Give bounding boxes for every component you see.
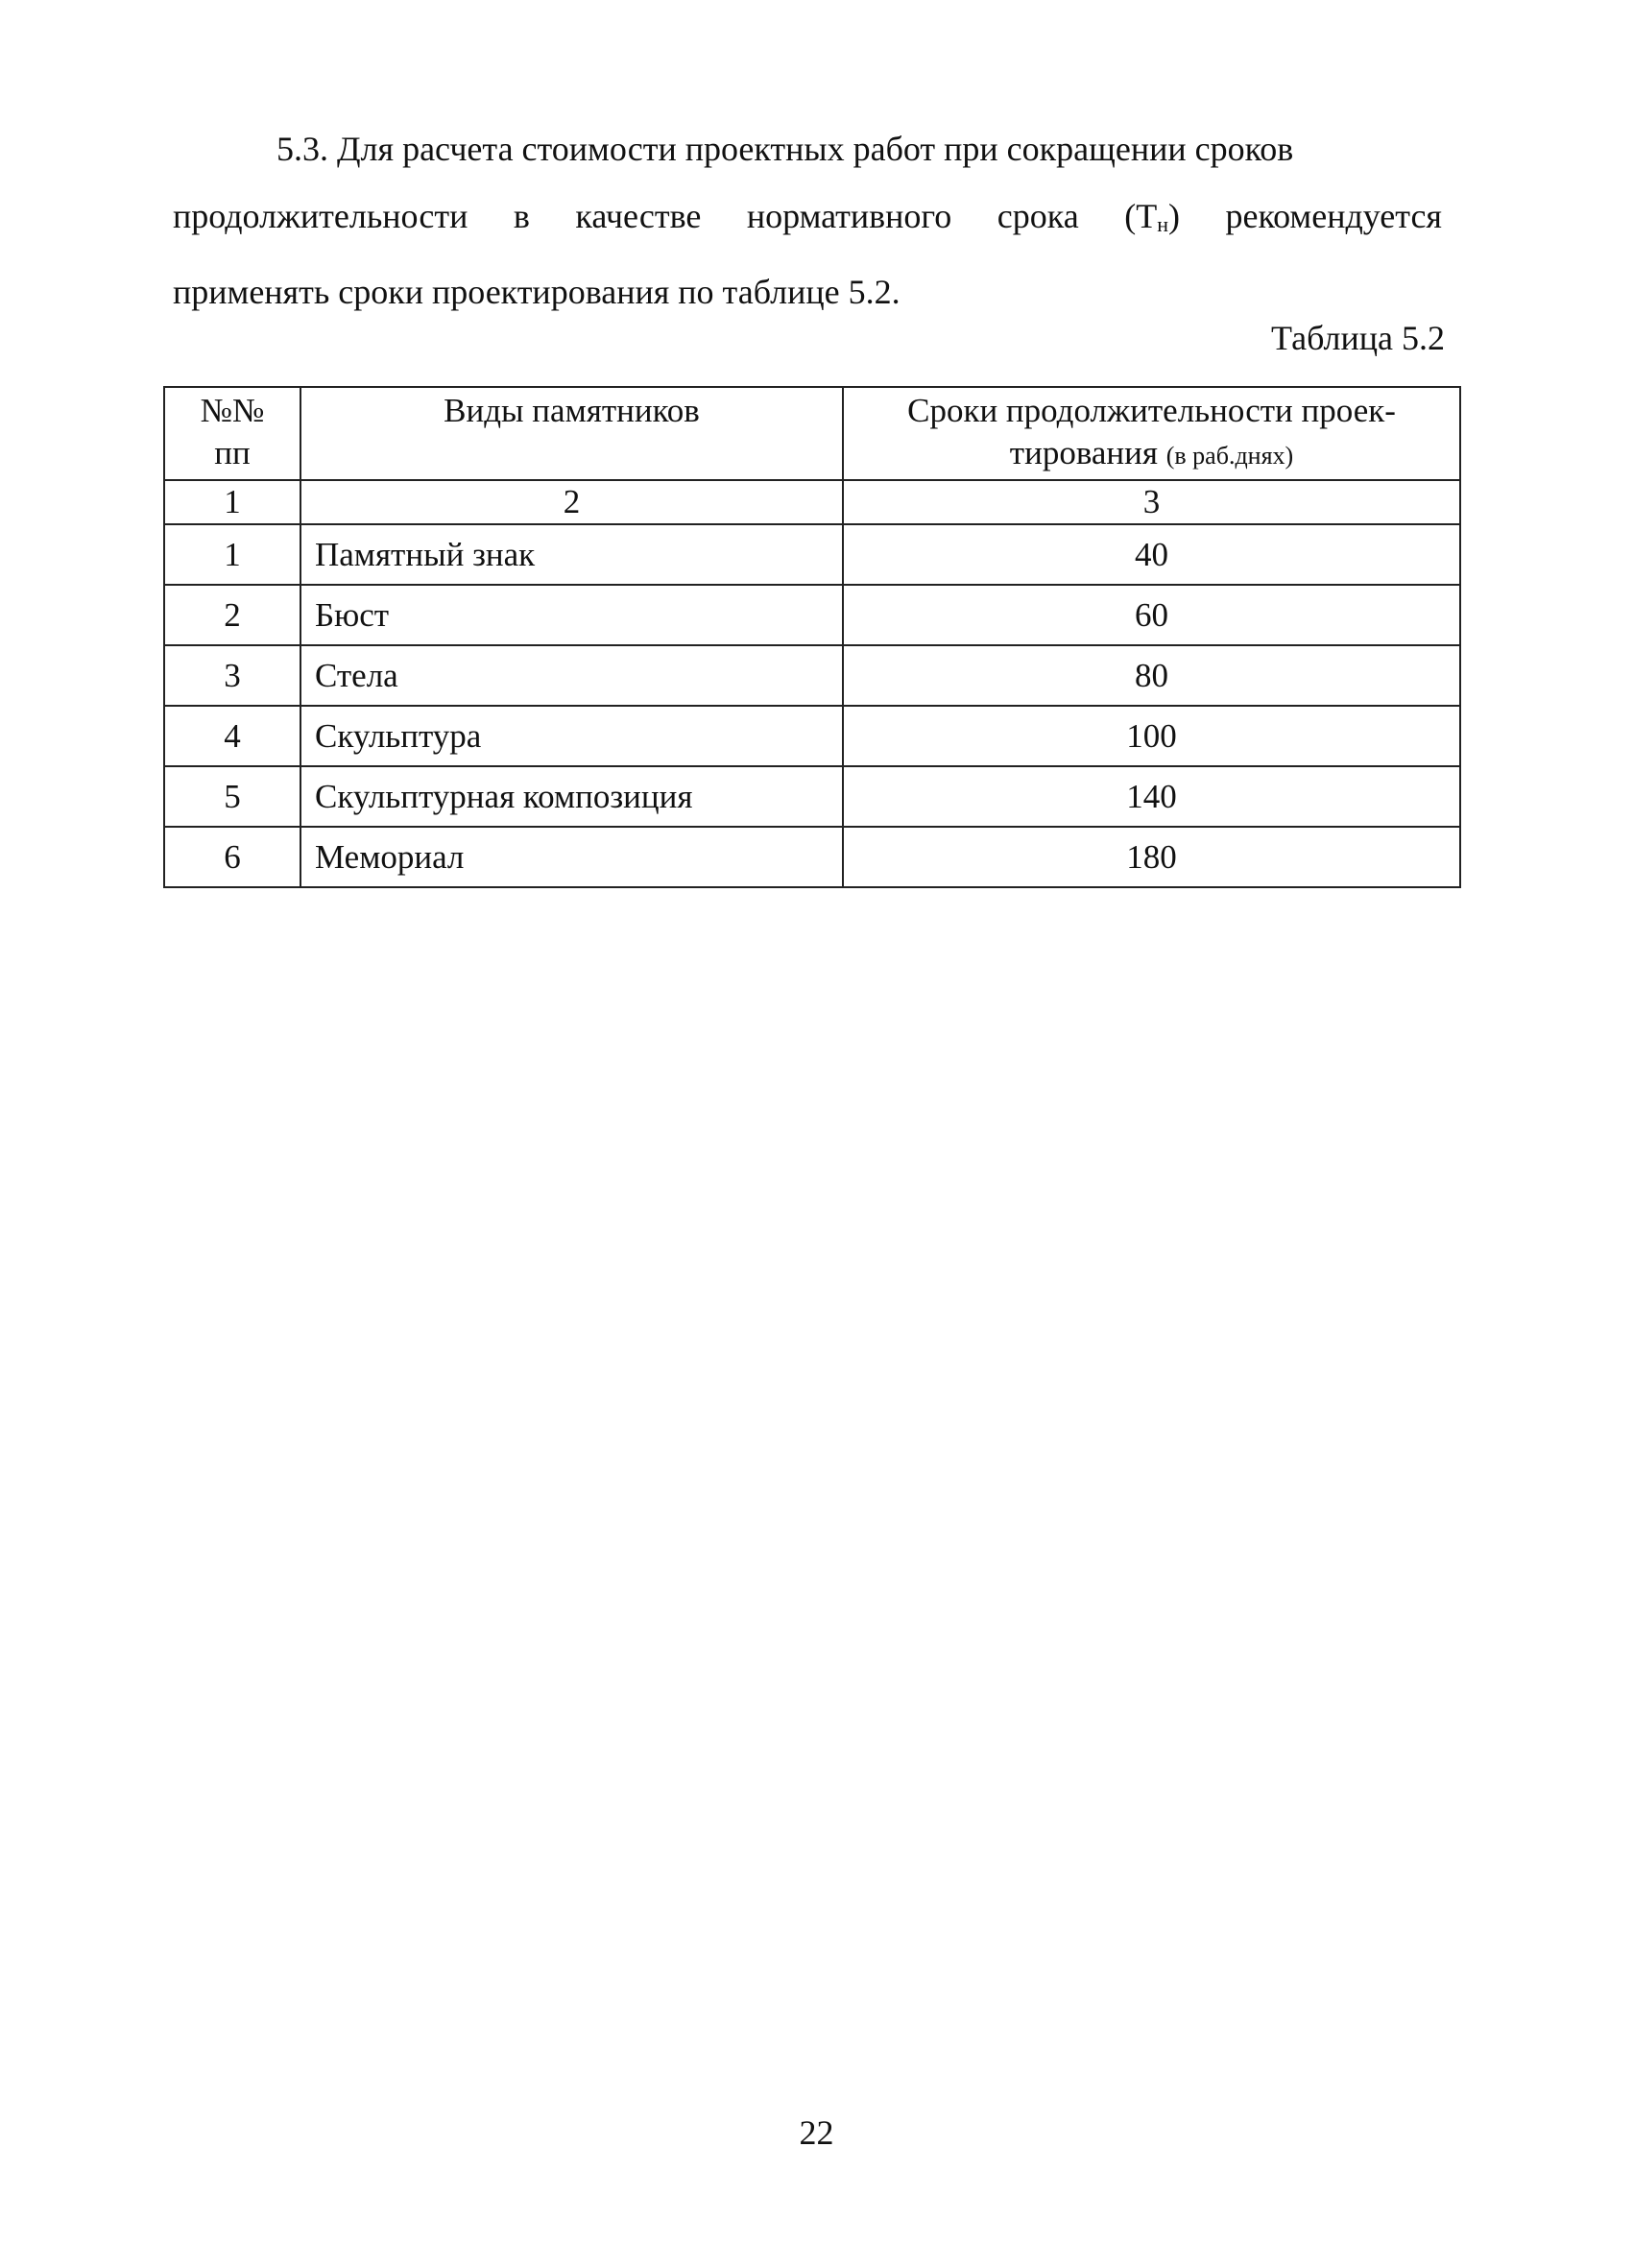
duration-days: 80 (843, 645, 1460, 706)
row-number: 6 (164, 827, 300, 887)
monument-type: Бюст (300, 585, 843, 645)
row-number: 3 (164, 645, 300, 706)
row-number: 1 (164, 524, 300, 585)
body-paragraph (173, 115, 1442, 326)
monument-type: Памятный знак (300, 524, 843, 585)
paragraph-subscript: н (1157, 212, 1168, 236)
header-monument-type: Виды памятников (300, 387, 843, 480)
duration-days: 60 (843, 585, 1460, 645)
header-design-duration (843, 387, 1460, 480)
duration-days: 140 (843, 766, 1460, 827)
row-number: 5 (164, 766, 300, 827)
paragraph-line-2-tail: ) рекомендуется (1167, 197, 1442, 235)
duration-days: 180 (843, 827, 1460, 887)
table-row (164, 706, 1460, 766)
paragraph-line-2-text: продолжительности в качестве нормативного срока (Т (173, 197, 1158, 235)
duration-days: 40 (843, 524, 1460, 585)
header-design-duration-text: Сроки продолжительности проек-тирования (907, 392, 1396, 471)
column-number: 2 (300, 480, 843, 524)
table-row (164, 827, 1460, 887)
page-number: 22 (799, 2113, 834, 2152)
table-caption: Таблица 5.2 (1271, 319, 1445, 357)
row-number: 4 (164, 706, 300, 766)
header-unit-note: (в раб.днях) (1165, 442, 1294, 470)
table-row (164, 524, 1460, 585)
monument-type: Скульптурная композиция (300, 766, 843, 827)
header-number: №№ пп (164, 387, 300, 480)
monument-type: Стела (300, 645, 843, 706)
paragraph-line-3: применять сроки проектирования по таблице 5.2. (173, 273, 901, 311)
paragraph-line-2 (173, 182, 1442, 258)
paragraph-line-1: 5.3. Для расчета стоимости проектных работ при сокращении сроков (276, 130, 1294, 168)
table-row (164, 585, 1460, 645)
table-row (164, 645, 1460, 706)
monument-type: Мемориал (300, 827, 843, 887)
table-header-row (164, 387, 1460, 480)
monument-type: Скульптура (300, 706, 843, 766)
monument-design-terms-table (163, 386, 1461, 888)
duration-days: 100 (843, 706, 1460, 766)
column-number-row (164, 480, 1460, 524)
column-number: 1 (164, 480, 300, 524)
row-number: 2 (164, 585, 300, 645)
table-row (164, 766, 1460, 827)
column-number: 3 (843, 480, 1460, 524)
